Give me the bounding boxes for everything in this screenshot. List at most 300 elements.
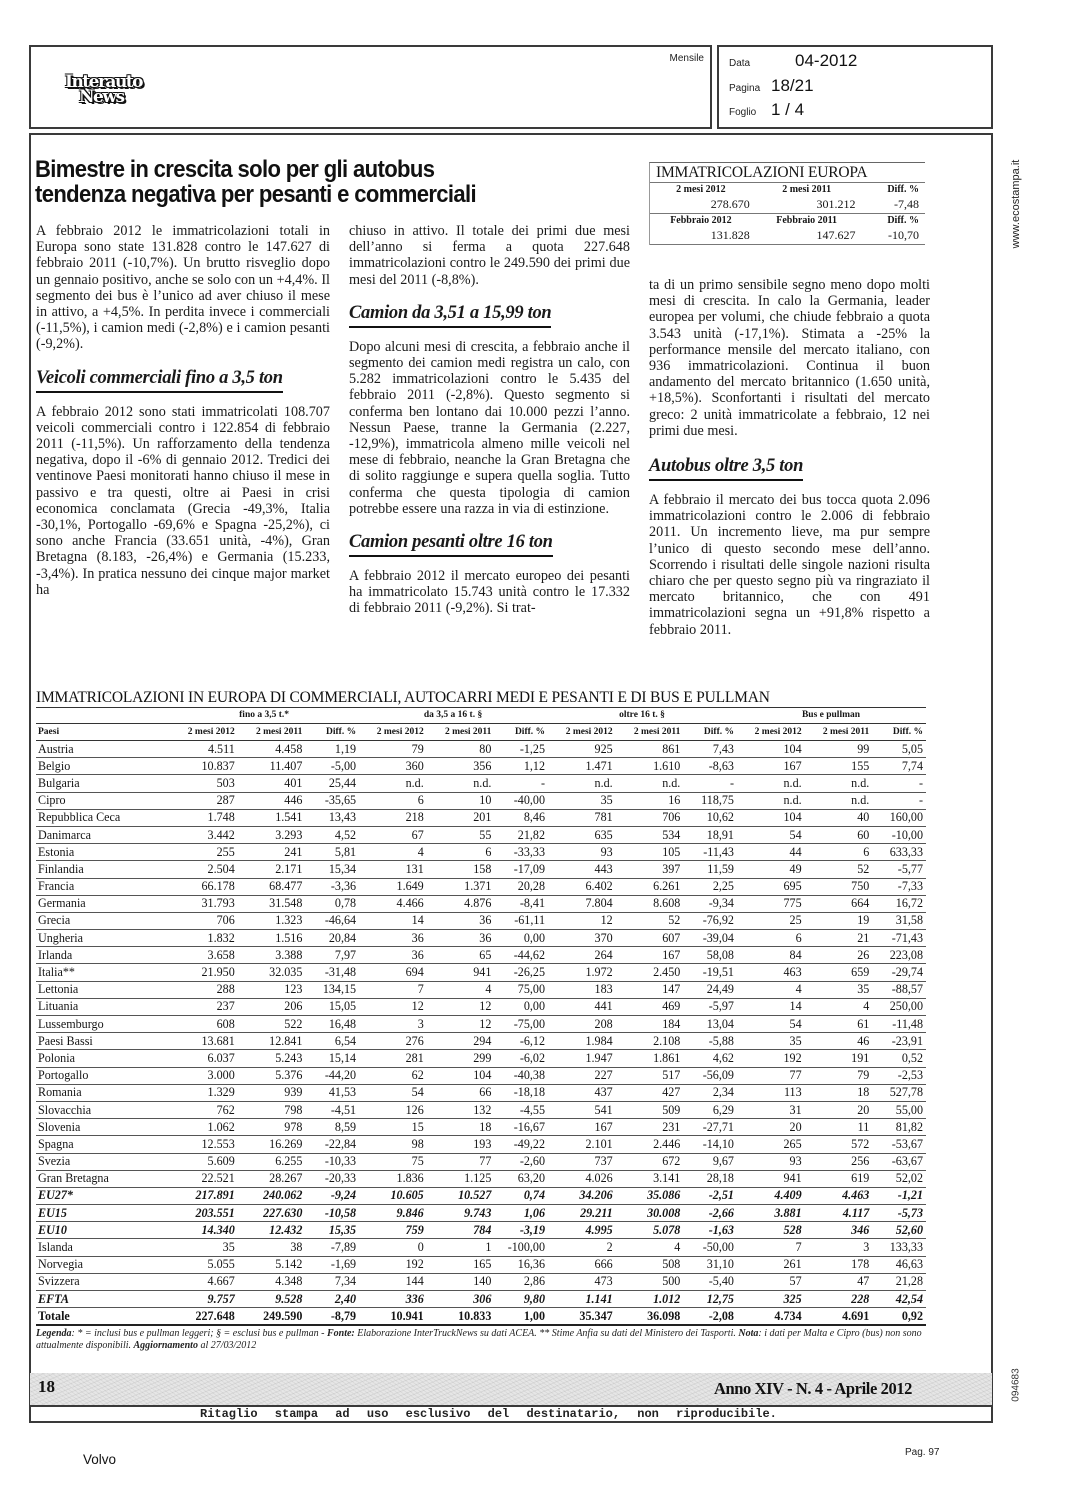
value-cell: 2,25 [683,878,737,895]
table-row [36,792,926,809]
column-header: 2 mesi 2011 [238,724,306,741]
value-cell: 25,44 [305,775,359,792]
headline-line-2: tendenza negativa per pesanti e commerciali [35,181,477,208]
column-header: 2 mesi 2011 [616,724,684,741]
country-cell: Austria [36,741,170,758]
section-text-camion-pesanti-cont: ta di un primo sensibile segno meno dopo molti mesi di crescita. In calo la Germania, leader europea per volumi, che chiude febbraio a quota 3.543 unità (-17,1%). Stimata a -25% la performance mensile del mercato italiano, con 936 immatricolazioni. Continua il buon andamento del mercato britannico (1.650 unità, +18,5%). Sconfortanti i risultati del mercato greco: 2 unità immatricolate a febbraio, 12 nei primi due mesi. [649,277,930,439]
value-cell: 4.667 [170,1273,238,1290]
value-cell: 144 [359,1273,427,1290]
value-cell: 192 [359,1256,427,1273]
value-cell: 57 [737,1273,805,1290]
value-cell: 20 [737,1119,805,1136]
value-cell: 360 [359,758,427,775]
value-cell: 3.000 [170,1067,238,1084]
value-cell: -18,18 [494,1084,548,1101]
value-cell: 20,84 [305,930,359,947]
value-cell: 35 [737,1033,805,1050]
value-cell: -9,24 [305,1187,359,1204]
table-row [36,895,926,912]
country-cell: Repubblica Ceca [36,809,170,826]
country-cell: Belgio [36,758,170,775]
table-row [36,1239,926,1256]
value-cell: 81,82 [872,1119,926,1136]
value-cell: 1.062 [170,1119,238,1136]
value-cell: 3.442 [170,826,238,843]
country-cell: Francia [36,878,170,895]
column-header-country: Paesi [36,724,170,741]
value-cell: 15,05 [305,998,359,1015]
value-cell: 941 [737,1170,805,1187]
value-cell: 265 [737,1136,805,1153]
value-cell: 126 [359,1101,427,1118]
value-cell: 105 [616,844,684,861]
value-cell: 294 [427,1033,495,1050]
value-cell: 1.516 [238,930,306,947]
value-cell: 201 [427,809,495,826]
column-header: 2 mesi 2012 [737,724,805,741]
eu-header: 2 mesi 2012 [676,184,726,195]
value-cell: 1.610 [616,758,684,775]
meta-value: 18/21 [771,76,814,95]
value-cell: 287 [170,792,238,809]
value-cell: 784 [427,1222,495,1239]
source-text: Elaborazione InterTruckNews su dati ACEA. ** Stime Anfia su dati del Ministero dei Tasporti. [354,1328,739,1339]
value-cell: 1.972 [548,964,616,981]
eu-value: 278.670 [650,196,756,214]
country-cell: Portogallo [36,1067,170,1084]
table-row [36,758,926,775]
value-cell: 11 [805,1119,873,1136]
value-cell: 66.178 [170,878,238,895]
value-cell: 203.551 [170,1205,238,1222]
value-cell: 6.261 [616,878,684,895]
value-cell: 4 [616,1239,684,1256]
value-cell: 133,33 [872,1239,926,1256]
value-cell: -2,66 [683,1205,737,1222]
value-cell: 2.450 [616,964,684,981]
value-cell: 4.463 [805,1187,873,1204]
value-cell: 31,58 [872,912,926,929]
value-cell: 6.402 [548,878,616,895]
value-cell: -17,09 [494,861,548,878]
value-cell: 20 [805,1101,873,1118]
value-cell: 131 [359,861,427,878]
value-cell: 98 [359,1136,427,1153]
value-cell: 4 [427,981,495,998]
publication-frequency: Mensile [669,53,704,64]
value-cell: 35.347 [548,1308,616,1325]
table-row [36,809,926,826]
value-cell: 437 [548,1084,616,1101]
value-cell: 441 [548,998,616,1015]
value-cell: 1,19 [305,741,359,758]
value-cell: 52 [616,912,684,929]
value-cell: 3.141 [616,1170,684,1187]
value-cell: 223,08 [872,947,926,964]
value-cell: 16,36 [494,1256,548,1273]
value-cell: -10,33 [305,1153,359,1170]
value-cell: 35 [805,981,873,998]
value-cell: 4.876 [427,895,495,912]
value-cell: 167 [737,758,805,775]
value-cell: 47 [805,1273,873,1290]
logo-line-1: Interauto [65,72,143,92]
value-cell: 79 [359,741,427,758]
value-cell: 6 [359,792,427,809]
value-cell: -29,74 [872,964,926,981]
value-cell: 0 [359,1239,427,1256]
value-cell: 217.891 [170,1187,238,1204]
section-title-commerciali: Veicoli commerciali fino a 3,5 ton [36,367,283,393]
table-row [36,964,926,981]
value-cell: 288 [170,981,238,998]
side-url [1008,145,1024,263]
value-cell: 5,05 [872,741,926,758]
page-number: 18 [38,1377,55,1396]
country-cell: Italia** [36,964,170,981]
column-header: Diff. % [872,724,926,741]
value-cell: 500 [616,1273,684,1290]
table-row [36,1101,926,1118]
table-total-row [36,1308,926,1325]
value-cell: -10,00 [872,826,926,843]
value-cell: 10.527 [427,1187,495,1204]
value-cell: 15,14 [305,1050,359,1067]
value-cell: 4.995 [548,1222,616,1239]
value-cell: 775 [737,895,805,912]
value-cell: 60 [805,826,873,843]
value-cell: 19 [805,912,873,929]
value-cell: 5.142 [238,1256,306,1273]
country-cell: Lituania [36,998,170,1015]
value-cell: 8,46 [494,809,548,826]
meta-key: Pagina [729,83,761,94]
group-fino-3-5t: fino a 3,5 t.* [170,708,359,724]
value-cell: 55,00 [872,1101,926,1118]
europa-summary-grid [650,183,925,245]
value-cell: 1.323 [238,912,306,929]
country-cell: Estonia [36,844,170,861]
value-cell: -2,08 [683,1308,737,1325]
value-cell: 10,62 [683,809,737,826]
value-cell: 31 [737,1101,805,1118]
value-cell: 28,18 [683,1170,737,1187]
note-text: : i dati per Malta e Cipro (bus) non sono attualmente disponibili. [36,1328,922,1351]
value-cell: 1,00 [494,1308,548,1325]
value-cell: 737 [548,1153,616,1170]
value-cell: 231 [616,1119,684,1136]
value-cell: 635 [548,826,616,843]
value-cell: 0,74 [494,1187,548,1204]
section-text-autobus: A febbraio il mercato dei bus tocca quota 2.096 immatricolazioni contro le 2.006 di febbraio 2011. Un incremento lieve, ma pur sempre l’unico di questo secondo mese dell’anno. Scorrendo i risultati delle singole nazioni risulta chiaro che per questo segno più va ringraziato il mercato britannico, che con 491 immatricolazioni segna un +91,8% rispetto a febbraio 2011. [649,492,930,638]
value-cell: 1.141 [548,1291,616,1308]
value-cell: 1.832 [170,930,238,947]
value-cell: 13,04 [683,1016,737,1033]
value-cell: 208 [548,1016,616,1033]
country-cell: Spagna [36,1136,170,1153]
value-cell: 469 [616,998,684,1015]
value-cell: - [494,775,548,792]
column-header: Diff. % [305,724,359,741]
value-cell: -11,48 [872,1016,926,1033]
value-cell: -11,43 [683,844,737,861]
group-bus-pullman: Bus e pullman [737,708,926,724]
value-cell: 77 [737,1067,805,1084]
table-row [36,844,926,861]
value-cell: 183 [548,981,616,998]
value-cell: -2,53 [872,1067,926,1084]
value-cell: 16 [616,792,684,809]
value-cell: -5,00 [305,758,359,775]
value-cell: 25 [737,912,805,929]
value-cell: 41,53 [305,1084,359,1101]
section-title-camion-pesanti: Camion pesanti oltre 16 ton [349,531,553,557]
value-cell: -8,41 [494,895,548,912]
value-cell: n.d. [737,775,805,792]
value-cell: -5,97 [683,998,737,1015]
value-cell: 1.541 [238,809,306,826]
value-cell: 1.329 [170,1084,238,1101]
value-cell: 276 [359,1033,427,1050]
eu-header: 2 mesi 2011 [782,184,832,195]
value-cell: 4,62 [683,1050,737,1067]
logo-line-2: News [79,87,124,107]
value-cell: n.d. [427,775,495,792]
headline-line-1: Bimestre in crescita solo per gli autobus [35,156,435,183]
country-cell: Svezia [36,1153,170,1170]
value-cell: n.d. [805,775,873,792]
value-cell: 528 [737,1222,805,1239]
value-cell: -76,92 [683,912,737,929]
value-cell: 46 [805,1033,873,1050]
value-cell: 1,12 [494,758,548,775]
article-column-1 [36,223,330,598]
value-cell: 8,59 [305,1119,359,1136]
value-cell: 4.511 [170,741,238,758]
value-cell: 503 [170,775,238,792]
value-cell: 9,67 [683,1153,737,1170]
value-cell: 167 [616,947,684,964]
legend-text: : * = inclusi bus e pullman leggeri; § = esclusi bus e pullman - [71,1328,327,1339]
table-row [36,947,926,964]
value-cell: 15,34 [305,861,359,878]
value-cell: -2,51 [683,1187,737,1204]
value-cell: 7,97 [305,947,359,964]
column-header: 2 mesi 2012 [359,724,427,741]
europa-summary-title: IMMATRICOLAZIONI EUROPA [650,163,925,183]
value-cell: 12.432 [238,1222,306,1239]
value-cell: 5.078 [616,1222,684,1239]
value-cell: 28.267 [238,1170,306,1187]
value-cell: -5,73 [872,1205,926,1222]
value-cell: -9,34 [683,895,737,912]
value-cell: 228 [805,1291,873,1308]
table-row [36,1084,926,1101]
value-cell: 10.605 [359,1187,427,1204]
value-cell: -5,88 [683,1033,737,1050]
value-cell: 192 [737,1050,805,1067]
value-cell: 9.757 [170,1291,238,1308]
column-header: Diff. % [494,724,548,741]
value-cell: 206 [238,998,306,1015]
value-cell: 306 [427,1291,495,1308]
value-cell: 11.407 [238,758,306,775]
value-cell: 140 [427,1273,495,1290]
value-cell: 9.846 [359,1205,427,1222]
value-cell: n.d. [359,775,427,792]
value-cell: 5,81 [305,844,359,861]
table-row [36,930,926,947]
value-cell: 706 [170,912,238,929]
value-cell: 4.691 [805,1308,873,1325]
value-cell: 16.269 [238,1136,306,1153]
value-cell: 2 [548,1239,616,1256]
value-cell: 77 [427,1153,495,1170]
value-cell: 325 [737,1291,805,1308]
value-cell: 36 [359,947,427,964]
value-cell: 84 [737,947,805,964]
value-cell: 24,49 [683,981,737,998]
value-cell: -27,71 [683,1119,737,1136]
value-cell: 44 [737,844,805,861]
value-cell: -40,00 [494,792,548,809]
value-cell: 118,75 [683,792,737,809]
value-cell: -7,33 [872,878,926,895]
value-cell: n.d. [737,792,805,809]
value-cell: -1,21 [872,1187,926,1204]
table-row [36,981,926,998]
group-oltre-16t: oltre 16 t. § [548,708,737,724]
value-cell: 21.950 [170,964,238,981]
country-cell: Romania [36,1084,170,1101]
value-cell: 750 [805,878,873,895]
table-aggregate-row [36,1187,926,1204]
value-cell: 227 [548,1067,616,1084]
country-cell: EFTA [36,1291,170,1308]
value-cell: 10 [427,792,495,809]
meta-value: 1 / 4 [771,100,805,119]
value-cell: 666 [548,1256,616,1273]
value-cell: 694 [359,964,427,981]
value-cell: 401 [238,775,306,792]
value-cell: -88,57 [872,981,926,998]
value-cell: 75,00 [494,981,548,998]
value-cell: 3.388 [238,947,306,964]
value-cell: -61,11 [494,912,548,929]
value-cell: 6 [737,930,805,947]
value-cell: 13.681 [170,1033,238,1050]
value-cell: 34.206 [548,1187,616,1204]
value-cell: -100,00 [494,1239,548,1256]
value-cell: 3.881 [737,1205,805,1222]
issue-info: Anno XIV - N. 4 - Aprile 2012 [713,1379,912,1398]
group-3-5-16t: da 3,5 a 16 t. § [359,708,548,724]
value-cell: 12 [359,998,427,1015]
value-cell: - [872,792,926,809]
value-cell: 1.947 [548,1050,616,1067]
value-cell: 517 [616,1067,684,1084]
country-cell: Gran Bretagna [36,1170,170,1187]
value-cell: -23,91 [872,1033,926,1050]
eu-header: Febbraio 2011 [776,215,838,226]
value-cell: 2,86 [494,1273,548,1290]
table-group-header [36,708,926,724]
value-cell: 67 [359,826,427,843]
value-cell: 3 [805,1239,873,1256]
value-cell: 522 [238,1016,306,1033]
value-cell: -5,40 [683,1273,737,1290]
value-cell: 10.837 [170,758,238,775]
value-cell: 123 [238,981,306,998]
client-name: Volvo [83,1452,117,1467]
country-cell: Paesi Bassi [36,1033,170,1050]
value-cell: 55 [427,826,495,843]
value-cell: 1.471 [548,758,616,775]
value-cell: 61 [805,1016,873,1033]
country-cell: Bulgaria [36,775,170,792]
value-cell: 346 [805,1222,873,1239]
meta-key: Data [729,58,751,69]
value-cell: 6.037 [170,1050,238,1067]
table-row [36,998,926,1015]
value-cell: -6,02 [494,1050,548,1067]
value-cell: 20,28 [494,878,548,895]
value-cell: 0,00 [494,998,548,1015]
value-cell: 608 [170,1016,238,1033]
value-cell: 66 [427,1084,495,1101]
value-cell: -75,00 [494,1016,548,1033]
value-cell: 4,52 [305,826,359,843]
eu-value: 147.627 [756,227,862,245]
value-cell: 798 [238,1101,306,1118]
value-cell: 4.348 [238,1273,306,1290]
value-cell: -16,67 [494,1119,548,1136]
value-cell: 781 [548,809,616,826]
value-cell: 9.743 [427,1205,495,1222]
clip-notice: Ritaglio stampa ad uso esclusivo del destinatario, non riproducibile. [200,1407,777,1421]
value-cell: 619 [805,1170,873,1187]
value-cell: 32.035 [238,964,306,981]
value-cell: 227.630 [238,1205,306,1222]
section-title-autobus: Autobus oltre 3,5 ton [649,455,803,481]
value-cell: 14 [737,998,805,1015]
value-cell: 1.836 [359,1170,427,1187]
side-url-text: www.ecostampa.it [1010,159,1022,249]
value-cell: 249.590 [238,1308,306,1325]
value-cell: 58,08 [683,947,737,964]
value-cell: 68.477 [238,878,306,895]
country-cell: Norvegia [36,1256,170,1273]
table-row [36,1170,926,1187]
value-cell: 261 [737,1256,805,1273]
value-cell: -10,58 [305,1205,359,1222]
table-legend [36,1328,936,1351]
source-label: Fonte: [326,1328,355,1339]
value-cell: 75 [359,1153,427,1170]
value-cell: 49 [737,861,805,878]
table-row [36,912,926,929]
value-cell: 3 [359,1016,427,1033]
value-cell: 2.504 [170,861,238,878]
update-label: Aggiornamento [133,1339,198,1351]
value-cell: 443 [548,861,616,878]
value-cell: 240.062 [238,1187,306,1204]
value-cell: 40 [805,809,873,826]
value-cell: -56,09 [683,1067,737,1084]
registrations-table-title: IMMATRICOLAZIONI IN EUROPA DI COMMERCIALI, AUTOCARRI MEDI E PESANTI E DI BUS E PULLMAN [36,689,770,706]
value-cell: -44,62 [494,947,548,964]
value-cell: 695 [737,878,805,895]
